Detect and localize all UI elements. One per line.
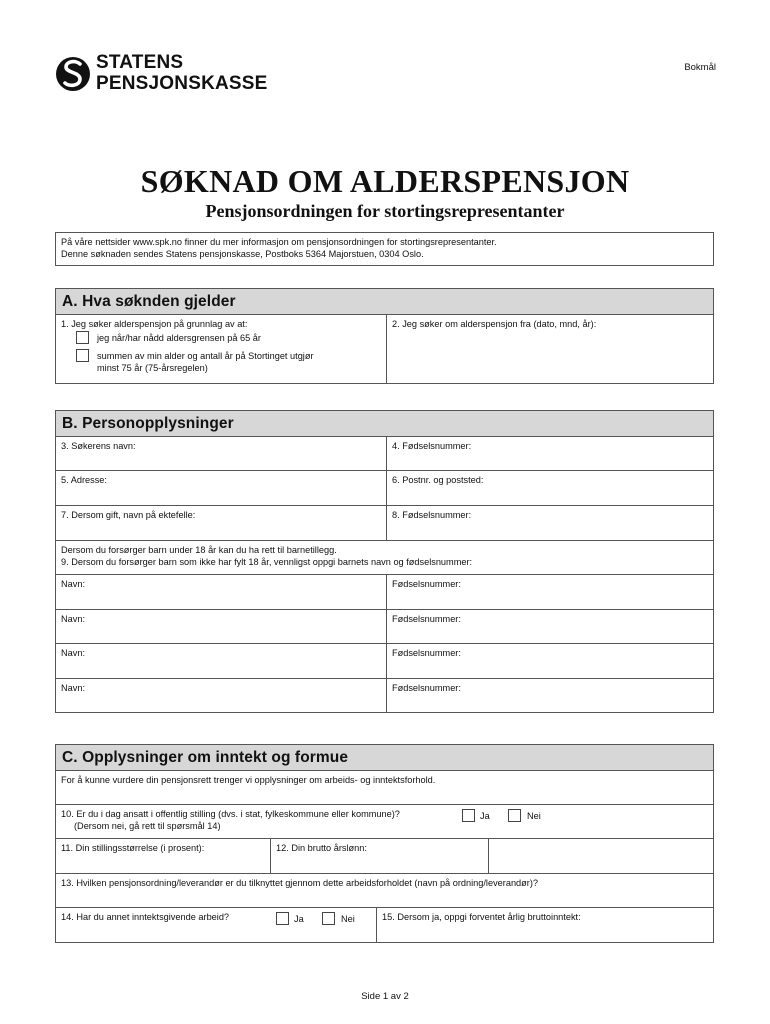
q15-field[interactable]: [376, 908, 713, 942]
child-row: [56, 644, 713, 679]
logo-line-1: STATENS: [96, 52, 184, 73]
logo-line-2: PENSJONSKASSE: [96, 73, 268, 94]
q2-label: 2. Jeg søker om alderspensjon fra (dato, mnd, år):: [392, 319, 597, 329]
q10-yes-checkbox[interactable]: [462, 809, 475, 822]
child-id-label: Fødselsnummer:: [392, 683, 461, 693]
section-a: [55, 288, 714, 384]
children-note: [56, 541, 713, 574]
q11-label: 11. Din stillingsstørrelse (i prosent):: [61, 843, 205, 853]
q8-label: 8. Fødselsnummer:: [392, 510, 472, 520]
q7-field[interactable]: [56, 506, 386, 540]
q13-label: 13. Hvilken pensjonsordning/leverandør er du tilknyttet gjennom dette arbeidsforholdet (navn på ordning/leverandør)?: [61, 878, 539, 888]
c-row-q11-q12: [56, 839, 713, 874]
b-row-children-note: [56, 541, 713, 575]
q14-no-label: Nei: [341, 914, 355, 924]
q15-label: 15. Dersom ja, oppgi forventet årlig bruttoinntekt:: [382, 912, 581, 922]
child-1-id-field[interactable]: [386, 575, 713, 609]
q3-field[interactable]: [56, 437, 386, 470]
child-row: [56, 575, 713, 610]
child-4-id-field[interactable]: [386, 679, 713, 712]
q12-field[interactable]: [270, 839, 488, 873]
q14-no-checkbox[interactable]: [322, 912, 335, 925]
q7-label: 7. Dersom gift, navn på ektefelle:: [61, 510, 196, 520]
form-title: SØKNAD OM ALDERSPENSJON: [140, 163, 630, 199]
q10-no-checkbox[interactable]: [508, 809, 521, 822]
q10-yes-label: Ja: [480, 811, 490, 821]
child-3-name-field[interactable]: [56, 644, 386, 678]
child-id-label: Fødselsnummer:: [392, 579, 461, 589]
child-name-label: Navn:: [61, 683, 86, 693]
q10-cell: [56, 805, 713, 838]
section-c: [55, 744, 714, 943]
page-number: Side 1 av 2: [361, 991, 409, 1002]
spk-logo-icon: [55, 52, 91, 96]
q10-no-label: Nei: [527, 811, 541, 821]
info-box: [55, 232, 714, 266]
child-2-name-field[interactable]: [56, 610, 386, 643]
child-name-label: Navn:: [61, 648, 86, 658]
b-row-name: [56, 437, 713, 471]
q1-option2-label1: summen av min alder og antall år på Stortinget utgjør: [97, 351, 314, 361]
q6-label: 6. Postnr. og poststed:: [392, 475, 484, 485]
q3-label: 3. Søkerens navn:: [61, 441, 136, 451]
child-3-id-field[interactable]: [386, 644, 713, 678]
spk-logo-text: [96, 52, 268, 94]
c-row-q14-q15: [56, 908, 713, 942]
child-row: [56, 679, 713, 712]
child-1-name-field[interactable]: [56, 575, 386, 609]
child-name-label: Navn:: [61, 614, 86, 624]
q14-yes-label: Ja: [294, 914, 304, 924]
children-note-2: 9. Dersom du forsørger barn som ikke har fylt 18 år, vennligst oppgi barnets navn og fødselsnummer:: [61, 557, 473, 567]
section-a-row: [56, 315, 713, 383]
info-line-2: Denne søknaden sendes Statens pensjonskasse, Postboks 5364 Majorstuen, 0304 Oslo.: [61, 249, 424, 259]
q6-field[interactable]: [386, 471, 713, 505]
q12-label: 12. Din brutto årslønn:: [276, 843, 367, 853]
language-label: Bokmål: [684, 62, 716, 73]
q1-option1-label: jeg når/har nådd aldersgrensen på 65 år: [97, 333, 261, 343]
q2-field[interactable]: [386, 315, 713, 383]
q1-option2-label2: minst 75 år (75-årsregelen): [97, 363, 208, 373]
c-intro-text: For å kunne vurdere din pensjonsrett trenger vi opplysninger om arbeids- og inntektsforhold.: [61, 775, 436, 785]
section-c-heading: C. Opplysninger om inntekt og formue: [56, 745, 713, 771]
q14-yes-checkbox[interactable]: [276, 912, 289, 925]
q1-option2-checkbox[interactable]: [76, 349, 89, 362]
c-intro: [56, 771, 713, 804]
q4-label: 4. Fødselsnummer:: [392, 441, 472, 451]
child-id-label: Fødselsnummer:: [392, 614, 461, 624]
child-name-label: Navn:: [61, 579, 86, 589]
q10-note: (Dersom nei, gå rett til spørsmål 14): [74, 821, 221, 831]
c-row-q10: [56, 805, 713, 839]
q14-label: 14. Har du annet inntektsgivende arbeid?: [61, 912, 230, 922]
section-b: [55, 410, 714, 713]
section-b-heading: B. Personopplysninger: [56, 411, 713, 437]
child-2-id-field[interactable]: [386, 610, 713, 643]
children-note-1: Dersom du forsørger barn under 18 år kan du ha rett til barnetillegg.: [61, 545, 337, 555]
q4-field[interactable]: [386, 437, 713, 470]
q11-field[interactable]: [56, 839, 270, 873]
child-id-label: Fødselsnummer:: [392, 648, 461, 658]
q5-label: 5. Adresse:: [61, 475, 107, 485]
q1-option1-checkbox[interactable]: [76, 331, 89, 344]
child-4-name-field[interactable]: [56, 679, 386, 712]
q5-field[interactable]: [56, 471, 386, 505]
b-row-spouse: [56, 506, 713, 541]
q13-field[interactable]: [56, 874, 713, 907]
c-row-intro: [56, 771, 713, 805]
q1-label: 1. Jeg søker alderspensjon på grunnlag av at:: [61, 319, 248, 329]
c-row-q13: [56, 874, 713, 908]
info-line-1: På våre nettsider www.spk.no finner du mer informasjon om pensjonsordningen for stortingsrepresentanter.: [61, 237, 497, 247]
b-row-address: [56, 471, 713, 506]
child-row: [56, 610, 713, 644]
form-subtitle: Pensjonsordningen for stortingsrepresentanter: [205, 201, 565, 221]
q12-extra-field[interactable]: [488, 839, 713, 873]
q8-field[interactable]: [386, 506, 713, 540]
q10-label: 10. Er du i dag ansatt i offentlig stilling (dvs. i stat, fylkeskommune eller kommune)?: [61, 809, 400, 819]
section-a-heading: A. Hva søknden gjelder: [56, 289, 713, 315]
